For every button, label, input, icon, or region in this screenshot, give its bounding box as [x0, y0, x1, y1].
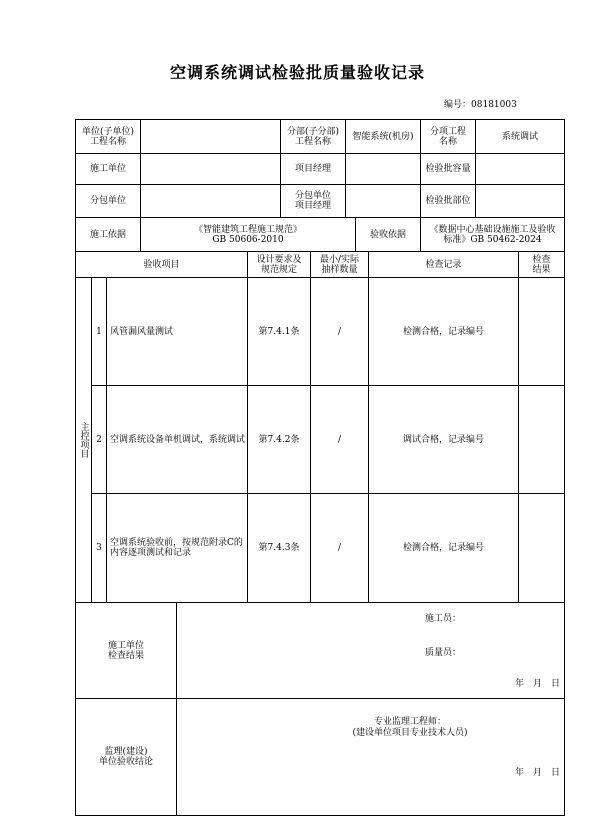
column-header-record: 检查记录: [425, 259, 462, 270]
subcontractor-value: [141, 185, 280, 217]
row-sample: /: [337, 434, 342, 445]
row-design: 第7.4.2条: [258, 434, 300, 445]
column-header-item: 验收项目: [143, 259, 180, 270]
row-design: 第7.4.3条: [258, 543, 300, 553]
row-sample: /: [337, 543, 342, 553]
construction-basis-value: 《智能建筑工程施工规范》 GB 50606-2010: [193, 224, 302, 245]
acceptance-basis-label: 验收依据: [369, 229, 406, 240]
supervising-engineer-note: (建设单位项目专业技术人员): [352, 728, 468, 738]
unit-name-label: 单位(子单位) 工程名称: [81, 126, 135, 147]
subcontractor-label: 分包单位: [89, 196, 126, 206]
row-number: 2: [96, 434, 102, 445]
row-number: 1: [96, 326, 102, 337]
project-manager-label: 项目经理: [294, 164, 331, 174]
row-item: 空调系统设备单机调试，系统调试: [110, 434, 246, 445]
contractor-check-date: 年 月 日: [514, 679, 560, 689]
serial-number: [444, 97, 517, 110]
main-control-items-label: 主控项目: [78, 422, 89, 458]
row-record: 检测合格，记录编号: [402, 543, 484, 553]
row-result: [519, 494, 564, 602]
division-name-value: 智能系统(机房): [352, 131, 414, 142]
construction-basis-label: 施工依据: [89, 229, 126, 240]
quality-inspector-signature: 质量员：: [425, 648, 462, 658]
subitem-name-label: 分项工程 名称: [429, 126, 466, 147]
subcontractor-pm-value: [346, 185, 420, 217]
contractor-check-label: 施工单位 检查结果: [107, 640, 144, 661]
acceptance-basis-value: 《数据中心基础设施施工及验收 标准》GB 50462-2024: [429, 224, 556, 245]
supervisor-date: 年 月 日: [514, 768, 560, 778]
row-result: [519, 278, 564, 385]
construction-worker-signature: 施工员：: [425, 614, 462, 624]
subitem-name-value: 系统调试: [501, 131, 538, 142]
row-sample: /: [337, 326, 342, 337]
column-header-design: 设计要求及 规范规定: [256, 254, 302, 275]
row-result: [519, 386, 564, 493]
serial-value: 08181003: [471, 100, 517, 110]
row-item: 风管漏风量测试: [110, 326, 174, 337]
contractor-label: 施工单位: [89, 164, 126, 174]
project-manager-value: [346, 154, 420, 184]
supervisor-conclusion-label: 监理(建设) 单位验收结论: [98, 747, 153, 767]
batch-location-label: 检验批部位: [425, 196, 471, 206]
row-record: 检测合格，记录编号: [402, 326, 484, 337]
subcontractor-pm-label: 分包单位 项目经理: [294, 191, 331, 211]
supervising-engineer-signature: 专业监理工程师：: [373, 717, 446, 727]
row-design: 第7.4.1条: [258, 326, 300, 337]
document-title: 空调系统调试检验批质量验收记录: [169, 63, 425, 82]
column-header-sample: 最小/实际 抽样数量: [319, 254, 360, 275]
batch-location-value: [476, 185, 564, 217]
column-header-result: 检查 结果: [532, 254, 551, 275]
row-number: 3: [96, 543, 102, 553]
batch-capacity-value: [476, 154, 564, 184]
row-record: 调试合格，记录编号: [402, 434, 484, 445]
unit-name-value: [141, 120, 280, 153]
serial-label: 编号：: [444, 100, 472, 110]
batch-capacity-label: 检验批容量: [425, 164, 471, 174]
division-name-label: 分部(子分部) 工程名称: [286, 126, 340, 147]
contractor-value: [141, 154, 280, 184]
row-item: 空调系统验收前，按规范附录C的内容逐项测试和记录: [110, 538, 243, 558]
